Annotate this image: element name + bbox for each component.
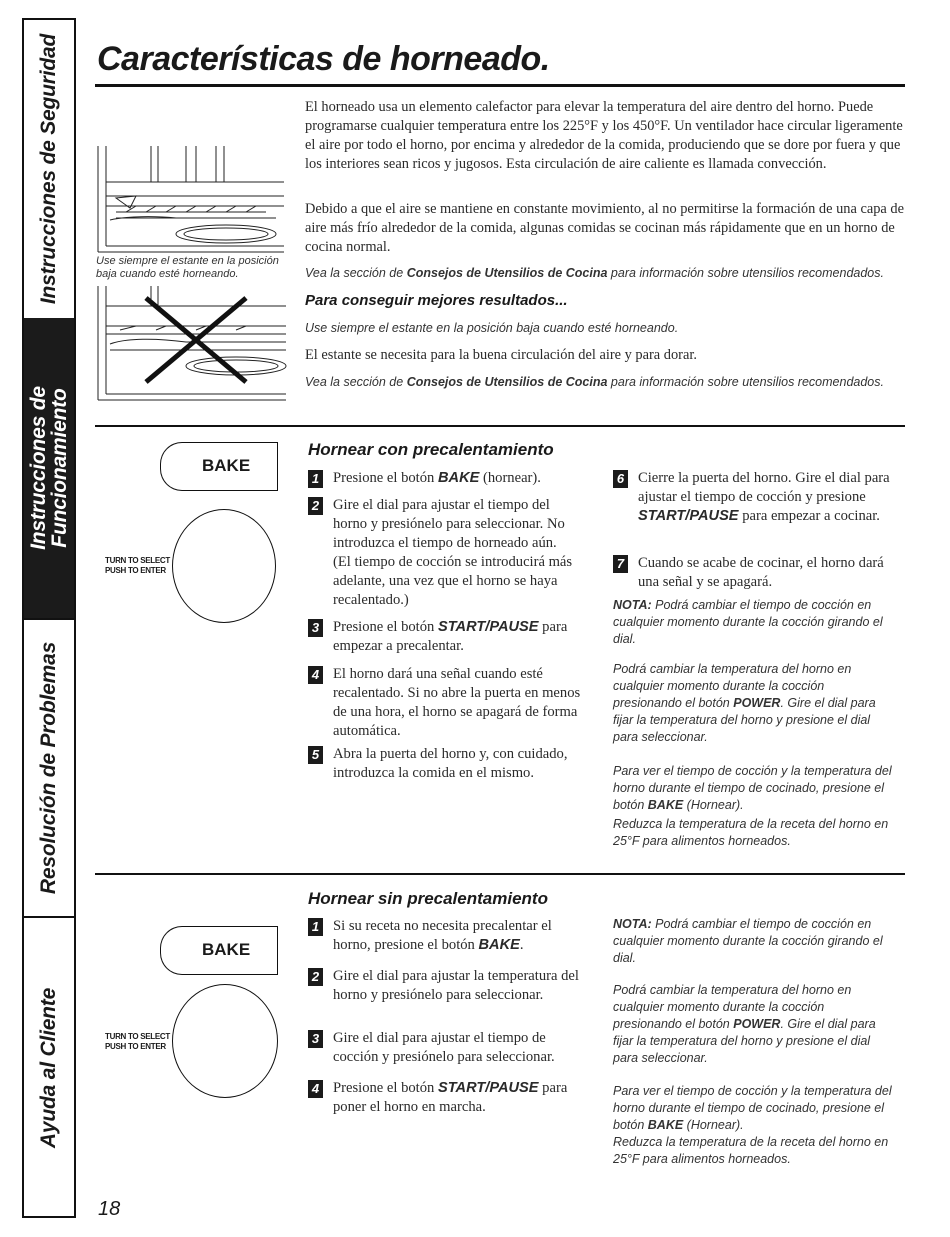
bake-button-cap — [160, 926, 205, 975]
section1-step: 7 Cuando se acabe de cocinar, el horno dará una señal y se apagará. — [613, 554, 903, 592]
section2-step: 4 Presione el botón START/PAUSE para poner el horno en marcha. — [308, 1079, 583, 1117]
section1-step: 6 Cierre la puerta del horno. Gire el dial para ajustar el tiempo de cocción y presione START/PAUSE para empezar a cocinar. — [613, 469, 908, 526]
section1-step: 5 Abra la puerta del horno y, con cuidado, introduzca la comida en el mismo. — [308, 745, 568, 783]
page-title: Características de horneado. — [97, 40, 550, 78]
section2-step: 3 Gire el dial para ajustar el tiempo de cocción y presiónelo para seleccionar. — [308, 1029, 583, 1067]
dial-label: TURN TO SELECT PUSH TO ENTER — [105, 556, 170, 575]
bake-button-cap — [160, 442, 205, 491]
control-dial[interactable] — [172, 984, 278, 1098]
sidebar-tab-label: Ayuda al Cliente — [37, 987, 60, 1149]
section2-view-tip: Para ver el tiempo de cocción y la temperatura del horno durante el tiempo de cocinado, presione el botón BAKE (Hornear). — [613, 1084, 892, 1132]
sidebar-tab-label: Resolución de Problemas — [37, 641, 61, 895]
sidebar-nav — [22, 18, 76, 1218]
section1-view-tip: Para ver el tiempo de cocción y la temperatura del horno durante el tiempo de cocinado, presione el botón BAKE (Hornear). — [613, 764, 892, 812]
best-results-note: Use siempre el estante en la posición baja cuando esté horneando. — [305, 321, 679, 335]
control-dial[interactable] — [172, 509, 276, 623]
section2-temperature-tip: Podrá cambiar la temperatura del horno en cualquier momento durante la cocción presionando el botón POWER. Gire el dial para fijar la temperatura del horno y presione el dial para seleccionar. — [613, 983, 876, 1065]
section1-reduce-tip: Reduzca la temperatura de la receta del horno en 25°F para alimentos horneados. — [613, 817, 889, 848]
section1-step: 2 Gire el dial para ajustar el tiempo del horno y presiónelo para seleccionar. No introduzca el tiempo de horneado aún. (El tiempo de cocción se introducirá más adelante, una vez que el horno se haya recalentado.) — [308, 496, 578, 610]
sidebar-tab-customer-help[interactable] — [24, 918, 74, 1218]
title-rule — [95, 84, 905, 87]
section2-heading: Hornear sin precalentamiento — [308, 889, 548, 908]
sidebar-tab-label: Instrucciones de Funcionamiento — [27, 386, 71, 550]
intro-paragraph-1: El horneado usa un elemento calefactor para elevar la temperatura del aire dentro del horno. Puede programarse cualquier temperatura entre los 225°F y los 450°F. Un ventilador hace circular ligeramente el aire por todo el horno, por encima y alrededor de la comida, produciendo que se dore por fuera y que los interiores sean ricos y jugosos. Esta circulación de aire caliente es llamada convección. — [305, 99, 903, 172]
section-rule-1 — [95, 425, 905, 427]
oven-rack-wrong-illustration — [96, 286, 288, 404]
sidebar-tab-safety[interactable] — [24, 20, 74, 318]
section2-note: NOTA: Podrá cambiar el tiempo de cocción en cualquier momento durante la cocción girando el dial. — [613, 917, 883, 965]
oven-rack-low-illustration — [96, 146, 286, 254]
page-number: 18 — [98, 1198, 121, 1220]
section1-heading: Hornear con precalentamiento — [308, 440, 554, 459]
cookware-reference-2: Vea la sección de Consejos de Utensilios de Cocina para información sobre utensilios recomendados. — [305, 375, 884, 389]
section1-step: 3 Presione el botón START/PAUSE para empezar a precalentar. — [308, 618, 588, 656]
sidebar-tab-label: Instrucciones de Seguridad — [37, 33, 61, 305]
best-results-heading: Para conseguir mejores resultados... — [305, 292, 568, 309]
section2-step: 2 Gire el dial para ajustar la temperatura del horno y presiónelo para seleccionar. — [308, 967, 588, 1005]
section1-note: NOTA: Podrá cambiar el tiempo de cocción en cualquier momento durante la cocción girando el dial. — [613, 598, 883, 646]
rack-text: El estante se necesita para la buena circulación del aire y para dorar. — [305, 347, 697, 363]
dial-label: TURN TO SELECT PUSH TO ENTER — [105, 1032, 170, 1051]
section2-reduce-tip: Reduzca la temperatura de la receta del horno en 25°F para alimentos horneados. — [613, 1135, 889, 1166]
section-rule-2 — [95, 873, 905, 875]
intro-paragraph-2: Debido a que el aire se mantiene en constante movimiento, al no permitirse la formación de una capa de aire más frío alrededor de la comida, algunas comidas se cocinan más rápidamente que en un horno de cocina normal. — [305, 201, 904, 255]
section1-step: 1 Presione el botón BAKE (hornear). — [308, 469, 598, 488]
section2-step: 1 Si su receta no necesita precalentar el horno, presione el botón BAKE. — [308, 917, 588, 955]
illustration-caption: Use siempre el estante en la posición baja cuando esté horneando. — [96, 255, 279, 280]
bake-button-label: BAKE — [202, 940, 251, 959]
bake-button-label: BAKE — [202, 456, 251, 475]
sidebar-tab-operating[interactable] — [24, 318, 74, 618]
section1-step: 4 El horno dará una señal cuando esté recalentado. Si no abre la puerta en menos de una hora, el horno se apagará de forma automática. — [308, 665, 583, 741]
section1-temperature-tip: Podrá cambiar la temperatura del horno en cualquier momento durante la cocción presionando el botón POWER. Gire el dial para fijar la temperatura del horno y presione el dial para seleccionar. — [613, 662, 876, 744]
sidebar-tab-troubleshooting[interactable] — [24, 620, 74, 916]
cookware-reference-1: Vea la sección de Consejos de Utensilios de Cocina para información sobre utensilios recomendados. — [305, 266, 884, 280]
